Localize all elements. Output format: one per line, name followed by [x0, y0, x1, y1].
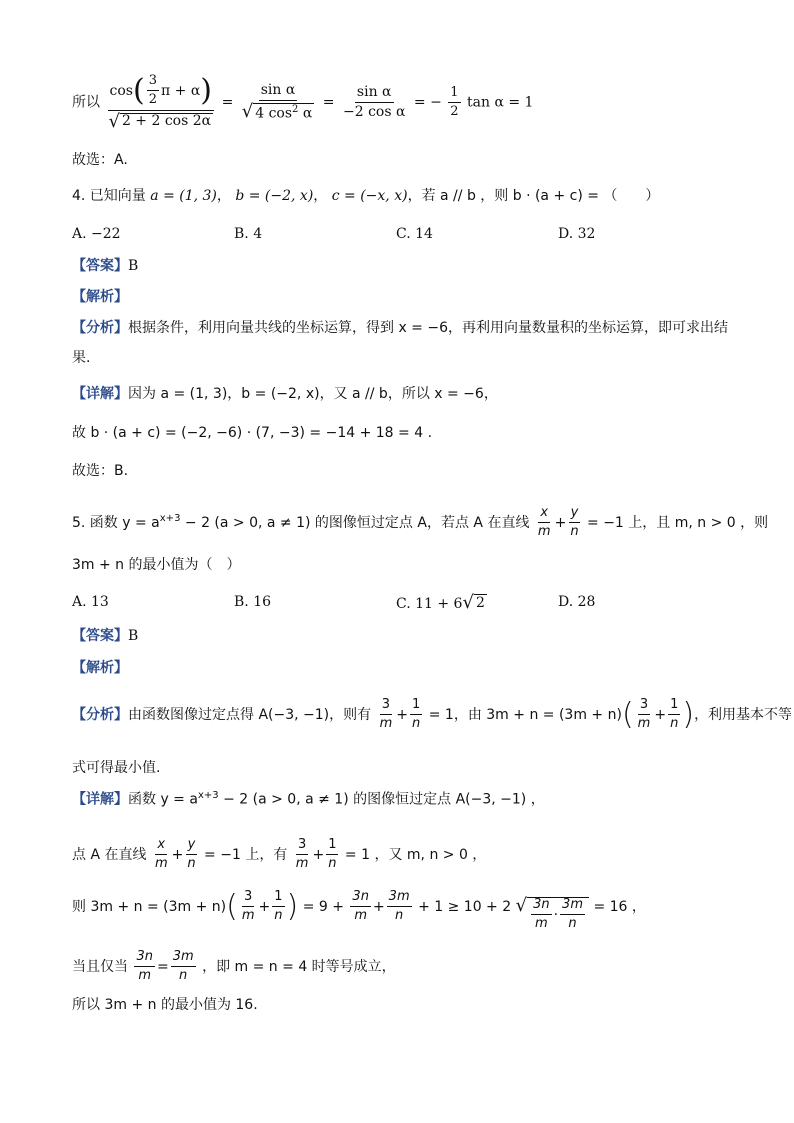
- question-5-analysis-heading: 【解析】: [72, 660, 128, 676]
- option-d: D. 32: [558, 226, 596, 242]
- question-5-detail-4: 当且仅当 $\frac{3n}{m}$ = $\frac{3m}{n}$ ，即 m = n = 4 时等号成立，: [72, 949, 396, 984]
- question-4-stem: 4. 已知向量 a = (1, 3)， b = (−2, x)， c = (−x, x)，若 a // b ，则 b · (a + c) = （ ）: [72, 188, 660, 204]
- half-fraction: $\frac{1}{2}$: [450, 84, 459, 119]
- question-5-detail-1: 【详解】函数 $y = a^{x+3} - 2$ (a > 0, a ≠ 1) 的图像恒过定点 A(−3, −1) ，: [72, 790, 545, 808]
- question-4-analysis-heading: 【解析】: [72, 289, 128, 305]
- option-c: C. 11 + 6 √ 2: [396, 592, 485, 613]
- question-5-stem: 5. 函数 $y = a^{x+3} - 2$ (a > 0, a ≠ 1) 的图像恒过定点 A，若点 A 在直线 $\frac{x}{m}$ + $\frac{y}{n}$ = −1 上，且 m, n > 0 ，则: [72, 505, 769, 540]
- question-4-options: [72, 226, 734, 242]
- choice-line: 故选：A.: [72, 152, 128, 168]
- derivation-line: 所以 cos( $\frac{3}{2}$ π + α) √ 2 + 2 cos 2α = sin α √ 4 $\cos^2 \alpha$ = $\frac{\text{sin α}}{\text{−2 cos α}}$ = − $\frac{1}{2}$ tan α = 1: [72, 72, 534, 132]
- option-b: B. 16: [234, 594, 272, 610]
- question-4-fenxi-cont: 果.: [72, 350, 91, 366]
- question-5-fenxi: 【分析】由函数图像过定点得 A(−3, −1)，则有 $\frac{3}{m}$ + $\frac{1}{n}$ = 1，由 3m + n = (3m + n)( $\frac{3}{m}$ + $\frac{1}{n}$ )，利用基本不等: [72, 696, 793, 732]
- question-4-detail: 【详解】因为 a = (1, 3)，b = (−2, x)，又 a // b，所以 x = −6，: [72, 386, 498, 402]
- question-4-answer: 【答案】B: [72, 258, 139, 274]
- second-fraction: sin α √ 4 $\cos^2 \alpha$: [241, 81, 313, 123]
- option-c: C. 14: [396, 226, 433, 242]
- question-4-fenxi: 【分析】根据条件，利用向量共线的坐标运算，得到 x = −6，再利用向量数量积的坐标运算，即可求出结: [72, 320, 729, 336]
- option-a: A. 13: [72, 594, 109, 610]
- question-4-detail-2: 故 b · (a + c) = (−2, −6) · (7, −3) = −14 + 18 = 4 .: [72, 425, 433, 441]
- main-fraction: cos( $\frac{3}{2}$ π + α) √ 2 + 2 cos 2α: [108, 72, 213, 132]
- prefix-text: 所以: [72, 94, 100, 111]
- question-5-detail-3: 则 3m + n = (3m + n)( $\frac{3}{m}$ + $\frac{1}{n}$ ) = 9 + $\frac{3n}{m}$ + $\frac{3m}{n}$ + 1 ≥ 10 + 2 √ $\frac{3n}{m}$ · $\frac{3m}{n}$ = 16 ，: [72, 888, 646, 932]
- question-5-answer: 【答案】B: [72, 628, 139, 644]
- question-5-fenxi-cont: 式可得最小值.: [72, 760, 161, 776]
- sqrt-expression: √ 2 + 2 cos 2α: [108, 110, 212, 132]
- option-d: D. 28: [558, 594, 596, 610]
- question-4-detail-3: 故选：B.: [72, 463, 129, 479]
- question-5-options: [72, 594, 734, 612]
- question-5-detail-2: 点 A 在直线 $\frac{x}{m}$ + $\frac{y}{n}$ = −1 上，有 $\frac{3}{m}$ + $\frac{1}{n}$ = 1 ，又 m, n > 0 ，: [72, 837, 487, 872]
- third-fraction: $\frac{\text{sin α}}{\text{−2 cos α}}$: [342, 83, 406, 120]
- question-5-stem-2: 3m + n 的最小值为（ ）: [72, 557, 241, 573]
- question-5-detail-5: 所以 3m + n 的最小值为 16.: [72, 997, 258, 1013]
- option-b: B. 4: [234, 226, 263, 242]
- option-a: A. −22: [72, 226, 121, 242]
